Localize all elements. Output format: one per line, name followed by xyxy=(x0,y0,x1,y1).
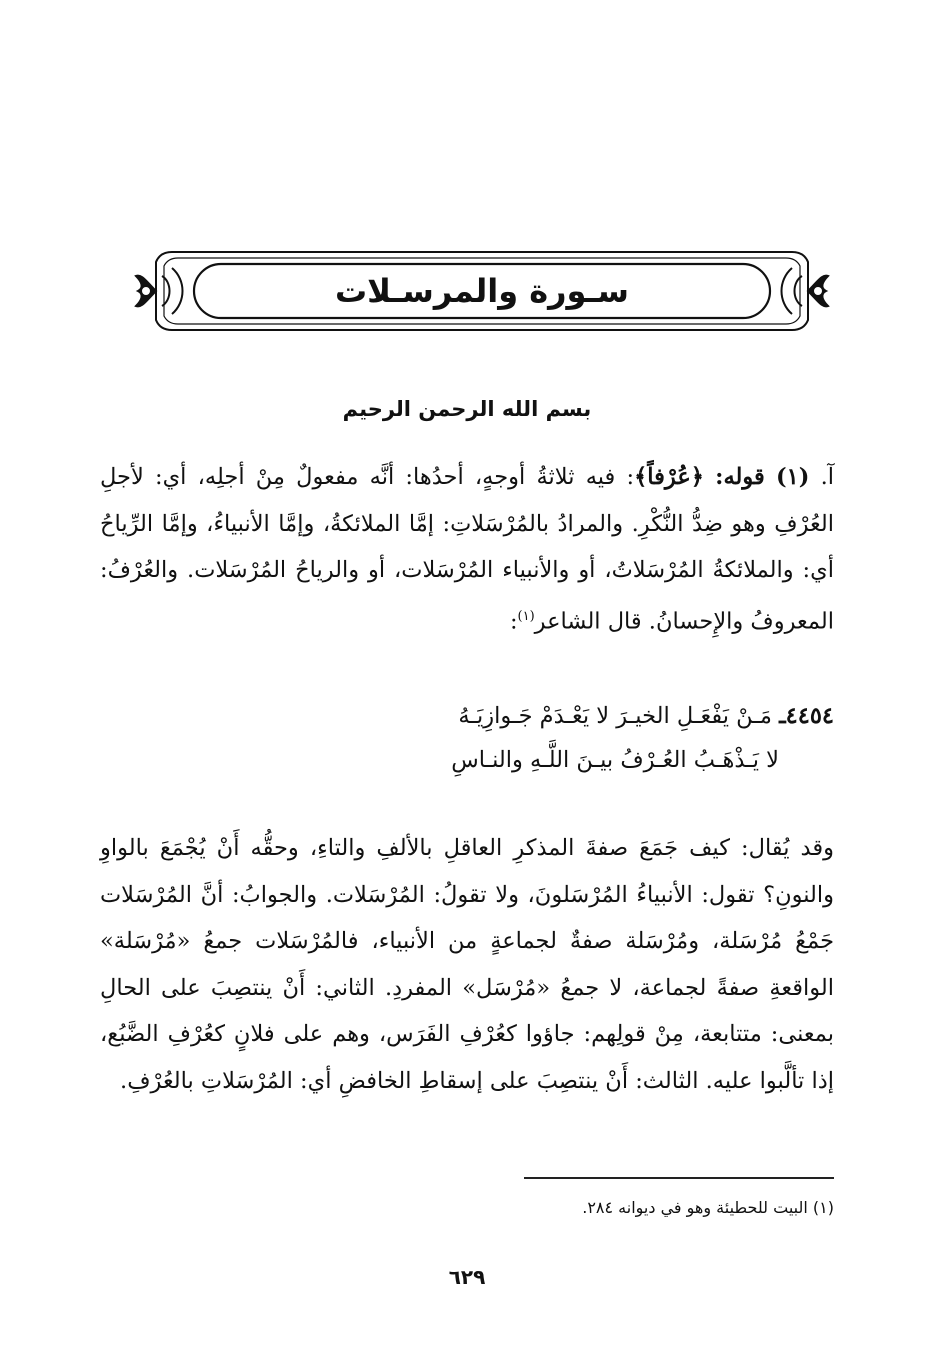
entry-text: : فيه ثلاثةُ أوجهٍ، أحدُها: أنَّه مفعولٌ مِنْ أجلِه، أي: لأجلِ العُرْفِ وهو ضِدُّ النُّكْرِ. والمرادُ بالمُرْسَلاتِ: إمَّا الملائكةُ، وإمَّا الأنبياءُ، وإمَّا الرِّياحُ أي: والملائكةُ المُرْسَلاتُ، أو والأنبياء المُرْسَلات، أو والرياحُ المُرْسَلات. والعُرْفُ: المعروفُ والإِحسانُ. قال الشاعر xyxy=(100,464,834,634)
entry-text-end: : xyxy=(509,608,518,634)
entry-number: (١) xyxy=(775,464,810,490)
commentary-paragraph-1 xyxy=(100,454,834,645)
commentary-paragraph-2: وقد يُقال: كيف جَمَعَ صفةَ المذكرِ العاقلِ بالألفِ والتاءِ، وحقُّه أَنْ يُجْمَعَ بالواوِ والنونِ؟ تقول: الأنبياءُ المُرْسَلونَ، ولا تقولُ: المُرْسَلات. والجوابُ: أنَّ المُرْسَلات جَمْعُ مُرْسَلة، ومُرْسَلة صفةٌ لجماعةٍ من الأنبياء، فالمُرْسَلات جمعُ «مُرْسَلة» الواقعةِ صفةً لجماعة، لا جمعُ «مُرْسَل» المفردِ. الثاني: أَنْ ينتصِبَ على الحالِ بمعنى: متتابعة، مِنْ قولِهم: جاؤوا كعُرْفِ الفَرَس، وهم على فلانٍ كعُرْفِ الضَّبُع، إذا تألَّبوا عليه. الثالث: أَنْ ينتصِبَ على إسقاطِ الخافضِ أي: المُرْسَلاتِ بالعُرْفِ. xyxy=(100,835,834,1094)
footnote-text: البيت للحطيئة وهو في ديوانه ٢٨٤. xyxy=(582,1198,808,1217)
basmala: بسم الله الرحمن الرحيم xyxy=(342,397,592,421)
footnote-number: (١) xyxy=(812,1198,834,1217)
sura-title: سـورة والمرسـلات xyxy=(334,272,629,310)
verse-number: ٤٤٥٤ـ xyxy=(779,703,834,729)
verse-hemistich-1: مَـنْ يَفْعَـلِ الخيـرَ لا يَعْـدَمْ جَـوازِيَـهُ xyxy=(458,703,772,729)
footnote-reference: (١) xyxy=(517,608,535,624)
entry-intro: قوله: xyxy=(715,464,765,490)
poetry-verse-line-2: لا يَـذْهَـبُ العُـرْفُ بيـنَ اللَّـهِ والنـاسِ xyxy=(451,747,779,773)
quranic-word: ﴿عُرْفاً﴾ xyxy=(634,464,704,490)
page-number: ٦٢٩ xyxy=(448,1265,486,1289)
footnote-divider xyxy=(524,1177,834,1179)
entry-label: آ. xyxy=(820,464,835,490)
footnote xyxy=(582,1194,834,1222)
poetry-verse-line-1 xyxy=(458,696,834,736)
sura-title-frame xyxy=(132,246,832,336)
